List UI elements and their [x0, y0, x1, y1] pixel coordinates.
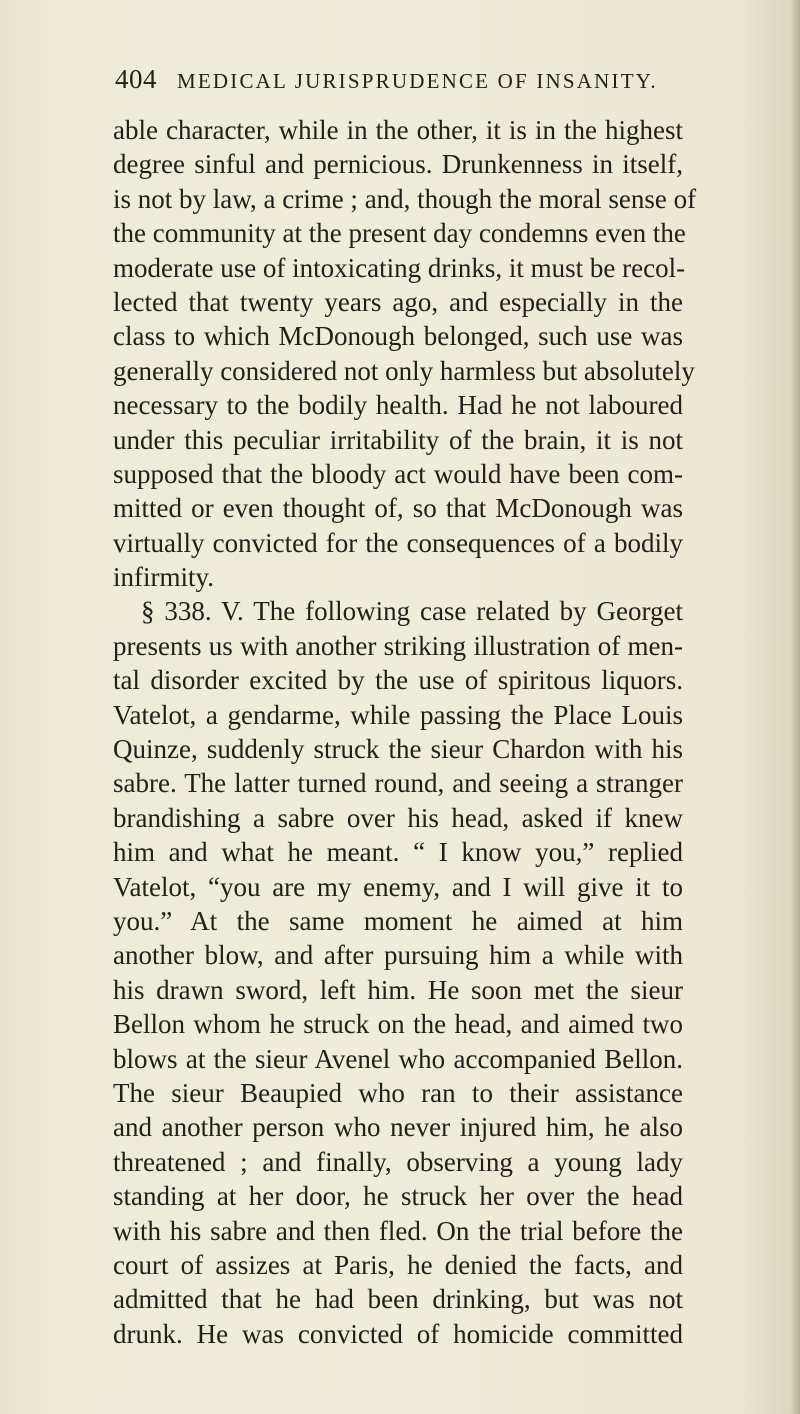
running-title: MEDICAL JURISPRUDENCE OF INSANITY. — [177, 69, 658, 93]
text-line: blows at the sieur Avenel who accompanied Bellon. — [113, 1043, 683, 1074]
text-line: is not by law, a crime ; and, though the moral sense of — [113, 183, 697, 214]
text-line: his drawn sword, left him. He soon met the sieur — [113, 974, 683, 1005]
page-number: 404 — [115, 64, 157, 94]
paragraph-end-line: infirmity. — [113, 562, 214, 593]
text-line: able character, while in the other, it is in the highest — [113, 115, 683, 145]
text-line: supposed that the bloody act would have been com- — [113, 458, 683, 489]
text-line: generally considered not only harmless but absolutely — [113, 355, 695, 386]
text-line: The sieur Beaupied who ran to their assistance — [113, 1077, 683, 1108]
text-line: presents us with another striking illustration of men- — [113, 630, 683, 661]
text-line: class to which McDonough belonged, such use was — [113, 321, 683, 352]
page-edge-shadow — [790, 0, 800, 1414]
body-text — [113, 113, 697, 1351]
text-line: Bellon whom he struck on the head, and aimed two — [113, 1009, 683, 1040]
text-line: necessary to the bodily health. Had he not laboured — [113, 390, 683, 421]
text-line: threatened ; and finally, observing a young lady — [113, 1146, 683, 1177]
text-line: sabre. The latter turned round, and seeing a stranger — [113, 768, 683, 799]
text-line: mitted or even thought of, so that McDonough was — [113, 493, 683, 524]
text-line: degree sinful and pernicious. Drunkenness in itself, — [113, 149, 683, 180]
text-line: Quinze, suddenly struck the sieur Chardon with his — [113, 734, 683, 765]
text-line: standing at her door, he struck her over the head — [113, 1181, 683, 1212]
text-line: Vatelot, “you are my enemy, and I will give it to — [113, 871, 683, 902]
running-header — [115, 64, 675, 104]
text-line: with his sabre and then fled. On the trial before the — [113, 1215, 683, 1246]
text-line: Vatelot, a gendarme, while passing the Place Louis — [113, 699, 683, 730]
text-line: drunk. He was convicted of homicide committed — [113, 1318, 683, 1349]
text-line: lected that twenty years ago, and especially in the — [113, 286, 683, 317]
text-line: under this peculiar irritability of the brain, it is not — [113, 424, 683, 455]
text-line: moderate use of intoxicating drinks, it must be recol- — [113, 252, 686, 283]
text-line: brandishing a sabre over his head, asked if knew — [113, 802, 683, 833]
text-line: you.” At the same moment he aimed at him — [113, 905, 683, 936]
text-line: him and what he meant. “ I know you,” replied — [113, 837, 683, 868]
section-heading-line: § 338. V. The following case related by Georget — [141, 596, 683, 627]
text-line: admitted that he had been drinking, but was not — [113, 1284, 683, 1315]
text-line: court of assizes at Paris, he denied the facts, and — [113, 1249, 683, 1280]
text-line: virtually convicted for the consequences of a bodily — [113, 527, 683, 558]
text-line: the community at the present day condemns even the — [113, 218, 686, 249]
text-line: and another person who never injured him, he also — [113, 1112, 683, 1143]
text-line: another blow, and after pursuing him a while with — [113, 940, 683, 971]
text-line: tal disorder excited by the use of spiritous liquors. — [113, 665, 683, 696]
